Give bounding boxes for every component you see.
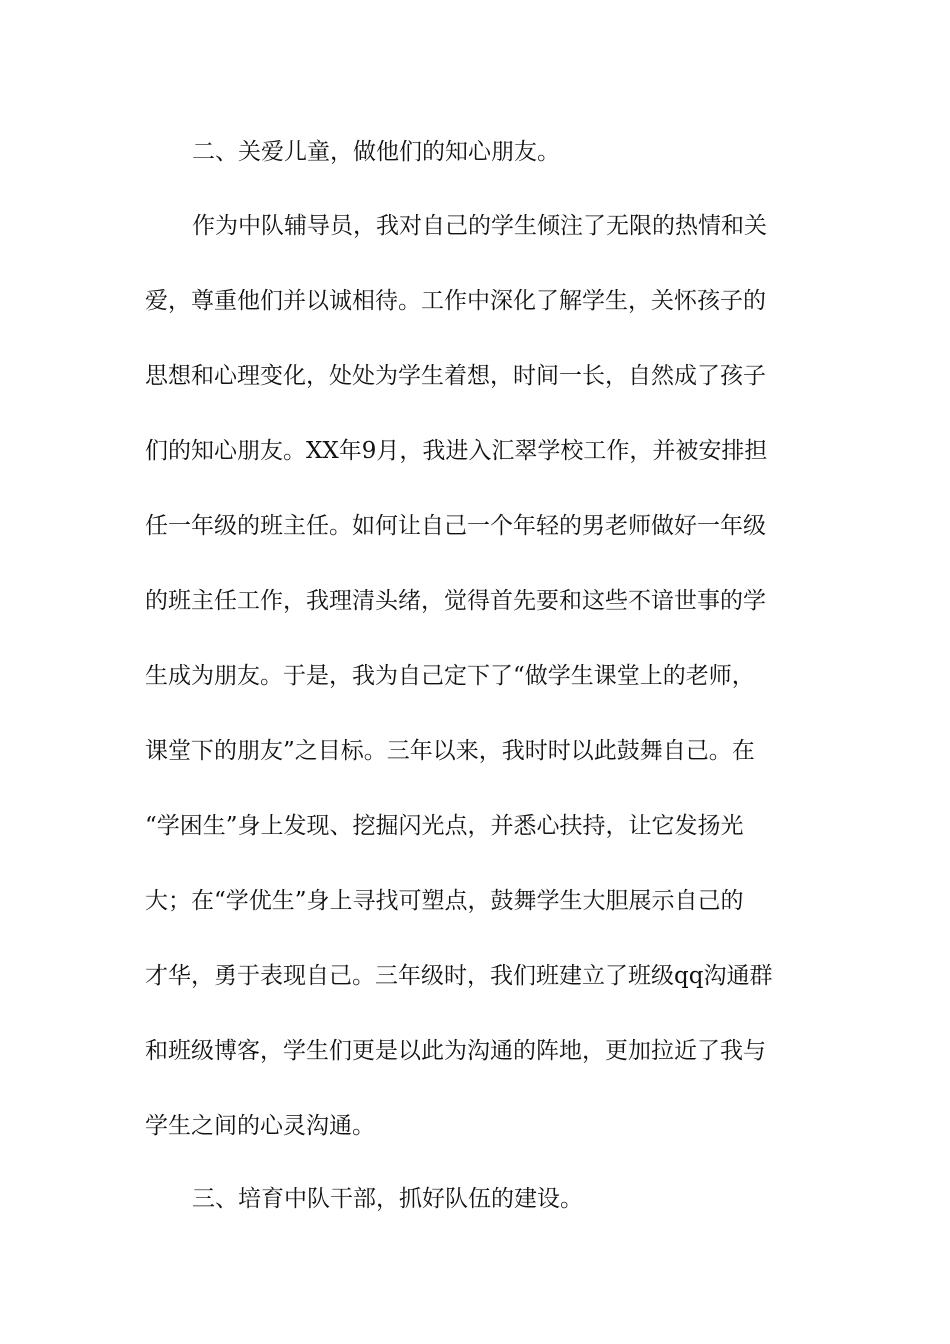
paragraph-line: 的班主任工作，我理清头绪，觉得首先要和这些不谙世事的学 [145, 588, 766, 614]
section-heading-3: 三、培育中队干部，抓好队伍的建设。 [192, 1186, 583, 1212]
paragraph-line: 学生之间的心灵沟通。 [145, 1113, 375, 1139]
paragraph-line: 课堂下的朋友”之目标。三年以来，我时时以此鼓舞自己。在 [145, 738, 755, 764]
paragraph-line: 才华，勇于表现自己。三年级时，我们班建立了班级qq沟通群 [145, 963, 773, 989]
paragraph-line: 大；在“学优生”身上寻找可塑点，鼓舞学生大胆展示自己的 [145, 888, 744, 914]
paragraph-line: 生成为朋友。于是，我为自己定下了“做学生课堂上的老师， [145, 663, 755, 689]
paragraph-line: 作为中队辅导员，我对自己的学生倾注了无限的热情和关 [192, 213, 767, 239]
paragraph-line: 和班级博客，学生们更是以此为沟通的阵地，更加拉近了我与 [145, 1038, 766, 1064]
paragraph-line: “学困生”身上发现、挖掘闪光点，并悉心扶持，让它发扬光 [145, 813, 744, 839]
paragraph-line: 们的知心朋友。XX年9月，我进入汇翠学校工作，并被安排担 [145, 438, 768, 464]
paragraph-line: 思想和心理变化，处处为学生着想，时间一长，自然成了孩子 [145, 363, 766, 389]
paragraph-line: 任一年级的班主任。如何让自己一个年轻的男老师做好一年级 [145, 513, 766, 539]
paragraph-line: 爱，尊重他们并以诚相待。工作中深化了解学生，关怀孩子的 [145, 288, 766, 314]
section-heading-2: 二、关爱儿童，做他们的知心朋友。 [192, 139, 560, 165]
